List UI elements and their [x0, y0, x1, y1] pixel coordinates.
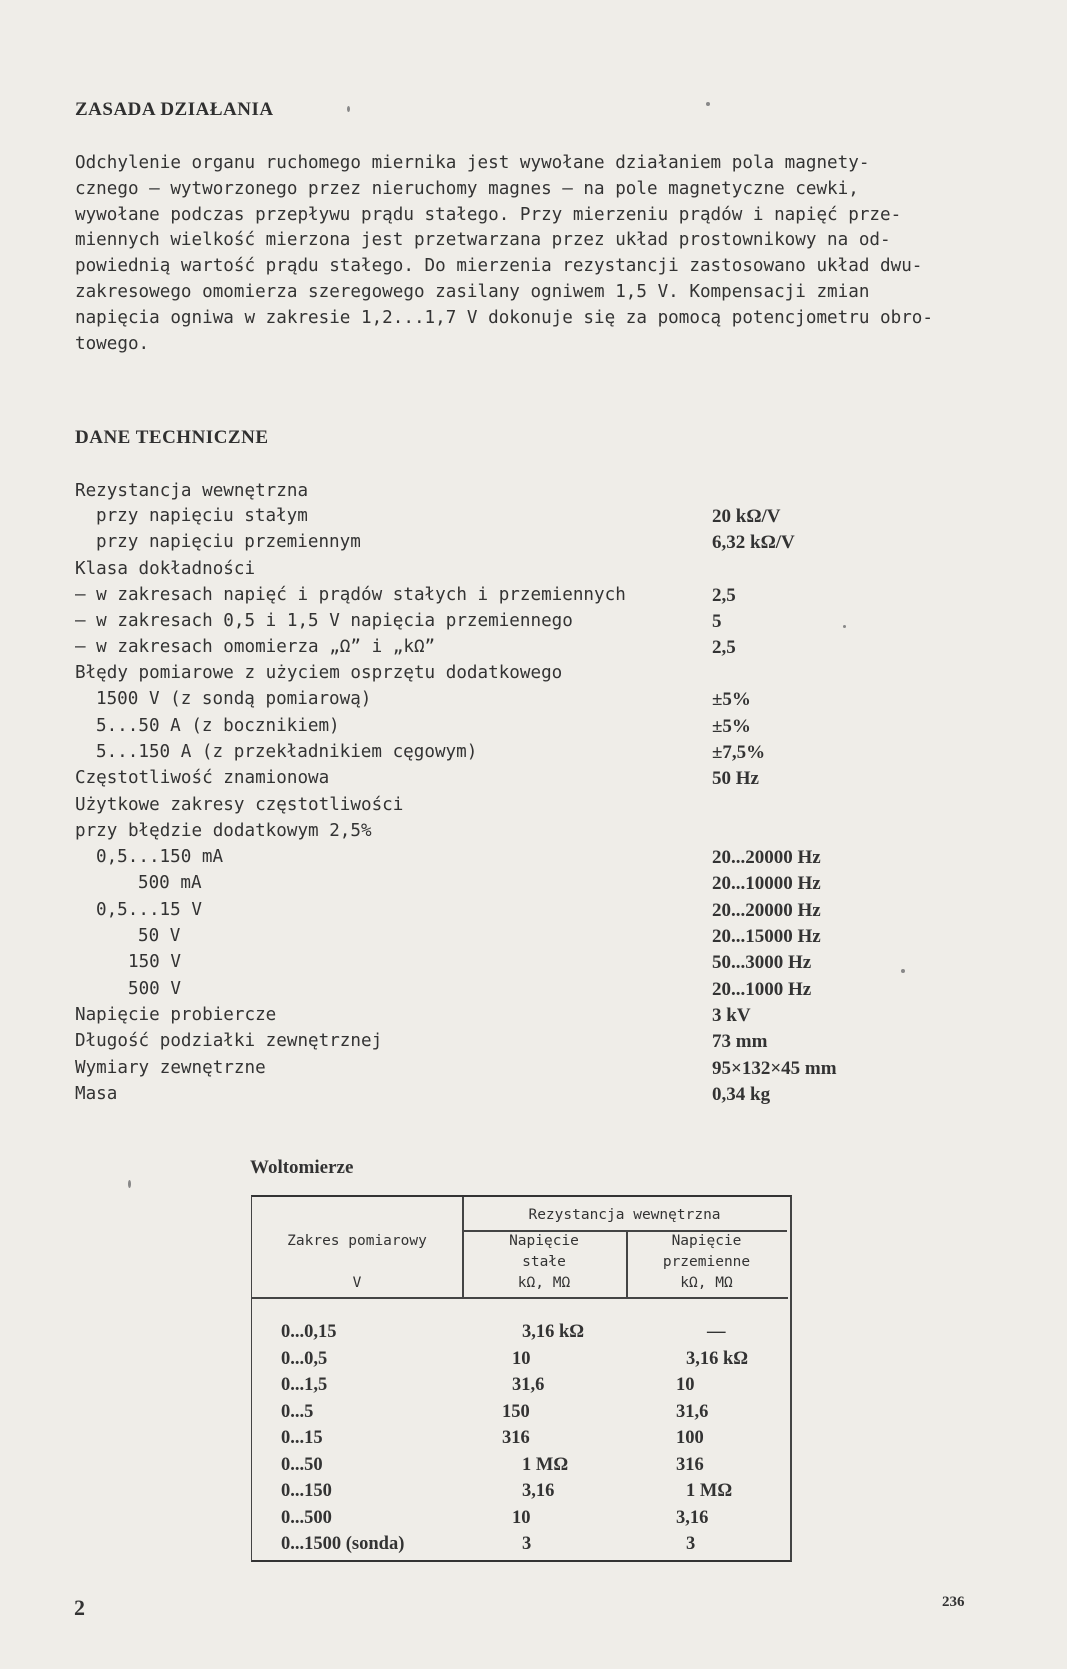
table-cell-range: 0...50 [281, 1454, 323, 1475]
spec-value: ±5% [712, 716, 751, 737]
spec-value: 20 kΩ/V [712, 506, 781, 527]
table-cell-range: 0...5 [281, 1401, 314, 1422]
spec-label: — w zakresach omomierza „Ω” i „kΩ” [75, 637, 436, 657]
table-cell-ac: 3,16 kΩ [686, 1348, 749, 1369]
spec-label: Częstotliwość znamionowa [75, 768, 330, 788]
header-dc-line: stałe [522, 1254, 566, 1270]
spec-label: Błędy pomiarowe z użyciem osprzętu dodatkowego [75, 663, 563, 683]
paragraph-line: zakresowego omomierza szeregowego zasilany ogniwem 1,5 V. Kompensacji zmian [75, 281, 870, 302]
header-ac-line: Napięcie [671, 1233, 742, 1249]
spec-label: Klasa dokładności [75, 559, 256, 579]
spec-row [0, 873, 1067, 899]
table-cell-ac: 3 [686, 1534, 696, 1554]
spec-row [0, 742, 1067, 768]
table-cell-dc: 3,16 [522, 1481, 555, 1501]
spec-value: 50 Hz [712, 768, 759, 789]
spec-value: 0,34 kg [712, 1084, 771, 1105]
section-title-specs: DANE TECHNICZNE [75, 427, 269, 448]
header-range-unit: V [352, 1275, 362, 1291]
spec-label: Napięcie probiercze [75, 1005, 277, 1025]
spec-row [0, 637, 1067, 663]
header-internal-resistance: Rezystancja wewnętrzna [528, 1207, 721, 1223]
table-cell-range: 0...0,5 [281, 1348, 328, 1369]
header-dc-line: kΩ, MΩ [517, 1275, 571, 1291]
table-cell-ac: — [707, 1322, 726, 1342]
spec-row [0, 611, 1067, 637]
spec-label: 500 V [128, 979, 181, 999]
paragraph-line: towego. [75, 333, 150, 354]
spec-label: przy błędzie dodatkowym 2,5% [75, 821, 372, 841]
header-dc-line: Napięcie [509, 1233, 579, 1249]
scan-speck [706, 102, 710, 106]
table-cell-ac: 316 [676, 1454, 704, 1475]
spec-label: 0,5...15 V [96, 900, 202, 920]
spec-label: — w zakresach napięć i prądów stałych i przemiennych [75, 585, 626, 605]
paragraph-line: cznego — wytworzonego przez nieruchomy magnes — na pole magnetyczne cewki, [75, 178, 859, 199]
table-cell-ac: 31,6 [676, 1401, 709, 1422]
paragraph-line: Odchylenie organu ruchomego miernika jest wywołane działaniem pola magnety- [75, 153, 870, 173]
spec-row [0, 585, 1067, 611]
spec-value: 20...1000 Hz [712, 979, 812, 1000]
spec-row [0, 1031, 1067, 1057]
spec-row [0, 532, 1067, 558]
spec-value: 50...3000 Hz [712, 952, 812, 973]
principle-paragraph [75, 151, 970, 357]
spec-label: 150 V [128, 952, 181, 972]
spec-label: Długość podziałki zewnętrznej [75, 1031, 383, 1051]
table-cell-dc: 150 [502, 1401, 530, 1422]
spec-label: 5...50 A (z bocznikiem) [96, 716, 340, 736]
paragraph-line: napięcia ogniwa w zakresie 1,2...1,7 V dokonuje się za pomocą potencjometru obro- [75, 307, 933, 328]
header-ac-line: przemienne [662, 1254, 751, 1270]
spec-value: 95×132×45 mm [712, 1058, 837, 1079]
table-cell-dc: 10 [512, 1348, 531, 1369]
scan-speck [128, 1180, 131, 1188]
table-cell-ac: 100 [676, 1428, 704, 1448]
spec-label: 1500 V (z sondą pomiarową) [96, 689, 372, 709]
spec-value: 20...20000 Hz [712, 900, 821, 921]
paragraph-line: miennych wielkość mierzona jest przetwarzana przez układ prostownikowy na od- [75, 230, 891, 251]
spec-label: Rezystancja wewnętrzna [75, 481, 309, 501]
spec-value: 20...10000 Hz [712, 873, 821, 894]
header-dc [462, 1231, 626, 1294]
spec-label: 500 mA [138, 873, 202, 893]
spec-value: ±7,5% [712, 742, 766, 763]
spec-value: 6,32 kΩ/V [712, 532, 795, 553]
table-cell-ac: 1 MΩ [686, 1481, 733, 1501]
table-cell-dc: 1 MΩ [522, 1454, 569, 1475]
table-cell-ac: 3,16 [676, 1507, 709, 1528]
scan-speck [901, 969, 905, 973]
table-divider [252, 1297, 788, 1299]
spec-value: 2,5 [712, 585, 736, 606]
table-cell-dc: 10 [512, 1507, 531, 1528]
header-ac [626, 1231, 787, 1294]
spec-label: 5...150 A (z przekładnikiem cęgowym) [96, 742, 478, 762]
spec-row [0, 506, 1067, 532]
spec-row [0, 847, 1067, 873]
spec-label: 50 V [138, 926, 181, 946]
spec-row [0, 926, 1067, 952]
paragraph-line: powiednią wartość prądu stałego. Do mierzenia rezystancji zastosowano układ dwu- [75, 256, 923, 277]
table-cell-range: 0...0,15 [281, 1322, 337, 1342]
spec-label: 0,5...150 mA [96, 847, 224, 867]
spec-value: ±5% [712, 689, 751, 710]
header-ac-line: kΩ, MΩ [680, 1275, 733, 1291]
spec-value: 20...15000 Hz [712, 926, 821, 947]
spec-label: Użytkowe zakresy częstotliwości [75, 795, 404, 815]
table-cell-dc: 316 [502, 1428, 530, 1448]
paragraph-line: wywołane podczas przepływu prądu stałego. Przy mierzeniu prądów i napięć prze- [75, 204, 902, 225]
voltmeter-table [251, 1195, 792, 1562]
table-cell-range: 0...150 [281, 1481, 332, 1501]
spec-row [0, 1058, 1067, 1084]
spec-row [0, 481, 1067, 507]
spec-row [0, 689, 1067, 715]
table-cell-dc: 31,6 [512, 1375, 545, 1395]
scan-speck [843, 625, 846, 628]
spec-row [0, 559, 1067, 585]
table-cell-ac: 10 [676, 1375, 695, 1395]
spec-row [0, 952, 1067, 978]
spec-label: Wymiary zewnętrzne [75, 1058, 266, 1078]
spec-row [0, 900, 1067, 926]
table-cell-range: 0...15 [281, 1428, 323, 1448]
page-marker-left: 2 [74, 1595, 85, 1620]
spec-label: — w zakresach 0,5 i 1,5 V napięcia przemiennego [75, 611, 573, 631]
page-number: 236 [942, 1594, 965, 1610]
spec-row [0, 663, 1067, 689]
header-range: Zakres pomiarowy [287, 1233, 427, 1249]
spec-value: 5 [712, 611, 722, 632]
section-title-principle: ZASADA DZIAŁANIA [75, 99, 274, 120]
spec-row [0, 768, 1067, 794]
table-cell-dc: 3 [522, 1534, 532, 1554]
spec-row [0, 795, 1067, 821]
table-title: Woltomierze [250, 1157, 354, 1178]
spec-value: 73 mm [712, 1031, 768, 1052]
spec-row [0, 821, 1067, 847]
spec-value: 20...20000 Hz [712, 847, 821, 868]
spec-row [0, 979, 1067, 1005]
spec-row [0, 1005, 1067, 1031]
table-cell-range: 0...500 [281, 1507, 332, 1528]
spec-value: 3 kV [712, 1005, 751, 1026]
table-cell-range: 0...1500 (sonda) [281, 1534, 405, 1554]
table-cell-range: 0...1,5 [281, 1375, 328, 1395]
spec-row [0, 1084, 1067, 1110]
spec-value: 2,5 [712, 637, 736, 658]
spec-label: Masa [75, 1084, 118, 1104]
spec-label: przy napięciu przemiennym [96, 532, 361, 552]
scan-speck [347, 106, 350, 112]
spec-row [0, 716, 1067, 742]
table-cell-dc: 3,16 kΩ [522, 1322, 585, 1342]
spec-label: przy napięciu stałym [96, 506, 308, 526]
